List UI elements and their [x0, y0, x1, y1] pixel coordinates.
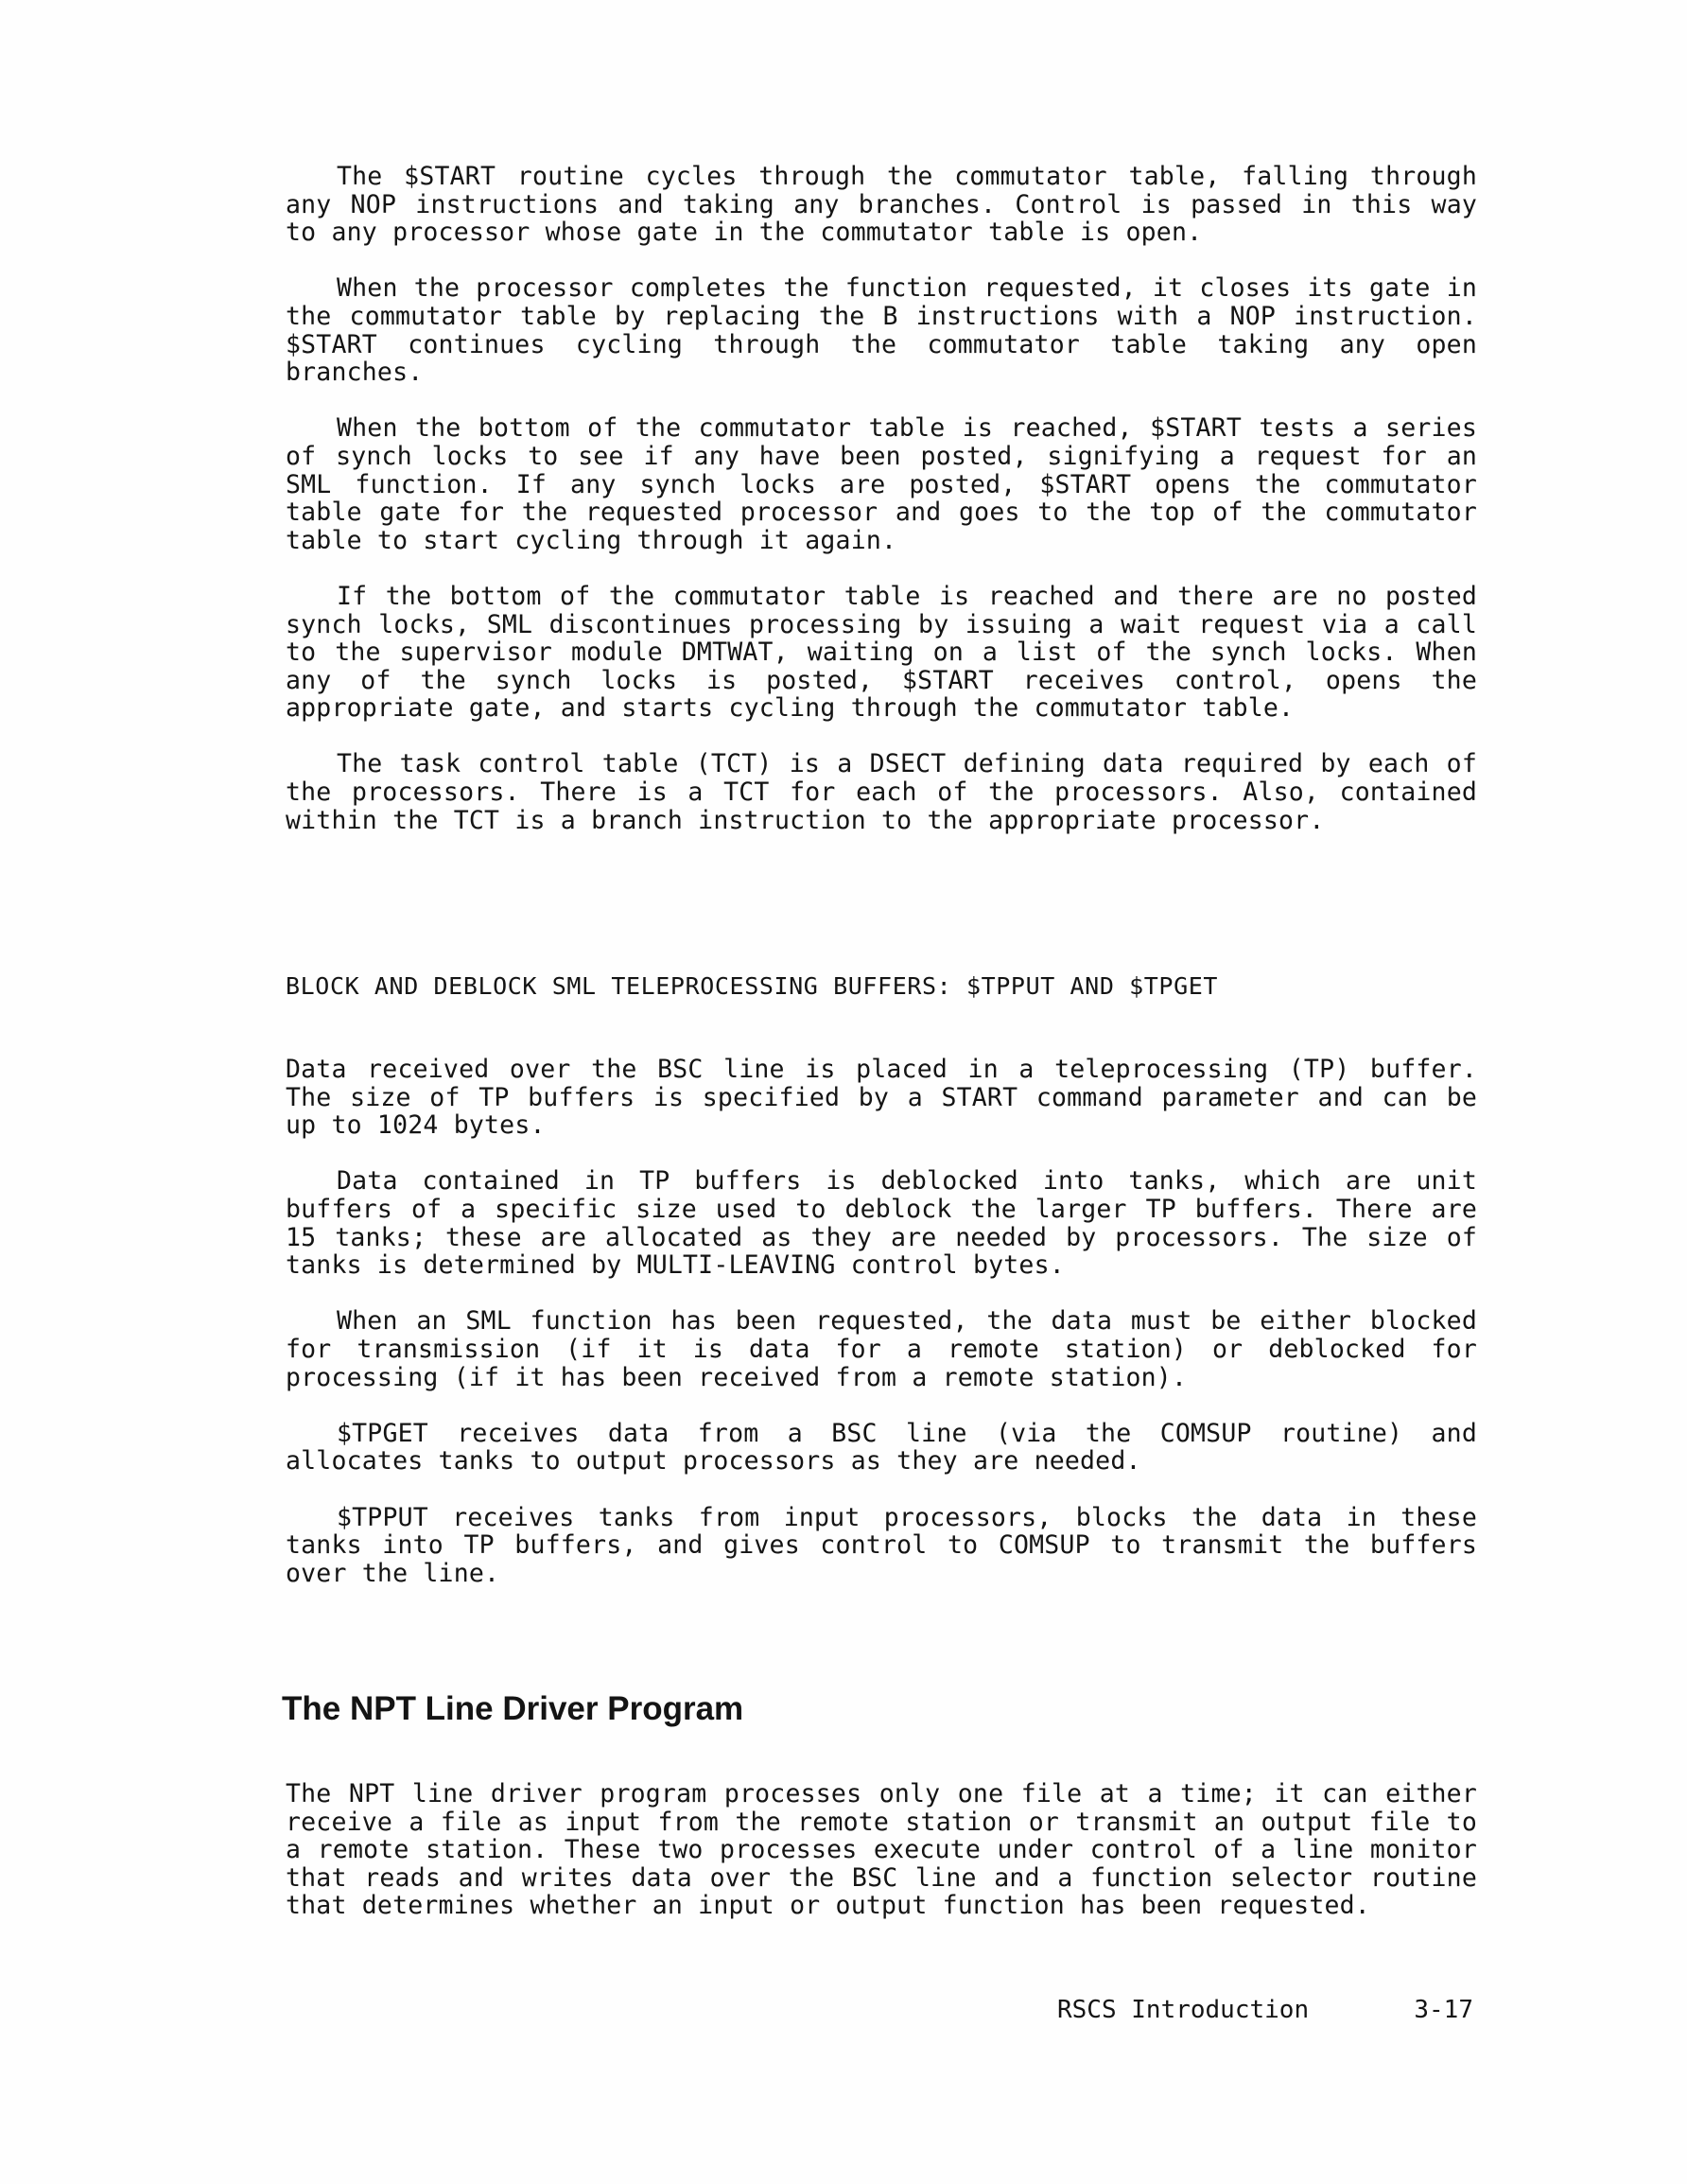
section-start-routine [286, 163, 1477, 834]
footer-title: RSCS Introduction [1057, 1996, 1310, 2024]
section-npt-line-driver [286, 1780, 1477, 1920]
body-paragraph: When an SML function has been requested, the data must be either blocked for transmission (if it is data for a remote station) or deblocked for processing (if it has been received from a remote station). [286, 1306, 1477, 1392]
body-paragraph: When the bottom of the commutator table is reached, $START tests a series of synch locks to see if any have been posted, signifying a request for an SML function. If any synch locks are posted, $START opens the commutator table gate for the requested processor and goes to the top of the commutator table to start cycling through it again. [286, 413, 1477, 555]
body-paragraph: The task control table (TCT) is a DSECT defining data required by each of the processors. There is a TCT for each of the processors. Also, contained within the TCT is a branch instruction to the appropriate processor. [286, 749, 1477, 835]
body-paragraph: If the bottom of the commutator table is reached and there are no posted synch locks, SML discontinues processing by issuing a wait request via a call to the supervisor module DMTWAT, waiting on a list of the synch locks. When any of the synch locks is posted, $START receives control, opens the appropriate gate, and starts cycling through the commutator table. [286, 581, 1477, 724]
subsection-heading: BLOCK AND DEBLOCK SML TELEPROCESSING BUFFERS: $TPPUT AND $TPGET [286, 972, 1219, 1000]
section-tp-buffers [286, 1056, 1477, 1587]
section-heading: The NPT Line Driver Program [282, 1690, 744, 1727]
body-paragraph: The NPT line driver program processes only one file at a time; it can either receive a file as input from the remote station or transmit an output file to a remote station. These two processes execute under control of a line monitor that reads and writes data over the BSC line and a function selector routine that determines whether an input or output function has been requested. [286, 1779, 1477, 1921]
body-paragraph: The $START routine cycles through the commutator table, falling through any NOP instructions and taking any branches. Control is passed in this way to any processor whose gate in the commutator table is open. [286, 162, 1477, 248]
body-paragraph: Data contained in TP buffers is deblocked into tanks, which are unit buffers of a specific size used to deblock the larger TP buffers. There are 15 tanks; these are allocated as they are needed by processors. The size of tanks is determined by MULTI-LEAVING control bytes. [286, 1166, 1477, 1281]
body-paragraph: $TPGET receives data from a BSC line (via the COMSUP routine) and allocates tanks to output processors as they are needed. [286, 1418, 1477, 1476]
page-footer [1057, 1996, 1473, 2024]
page-number: 3-17 [1414, 1996, 1473, 2024]
body-paragraph: Data received over the BSC line is placed in a teleprocessing (TP) buffer. The size of TP buffers is specified by a START command parameter and can be up to 1024 bytes. [286, 1055, 1477, 1141]
body-paragraph: $TPPUT receives tanks from input processors, blocks the data in these tanks into TP buffers, and gives control to COMSUP to transmit the buffers over the line. [286, 1502, 1477, 1588]
body-paragraph: When the processor completes the function requested, it closes its gate in the commutator table by replacing the B instructions with a NOP instruction. $START continues cycling through the commutator table taking any open branches. [286, 273, 1477, 388]
